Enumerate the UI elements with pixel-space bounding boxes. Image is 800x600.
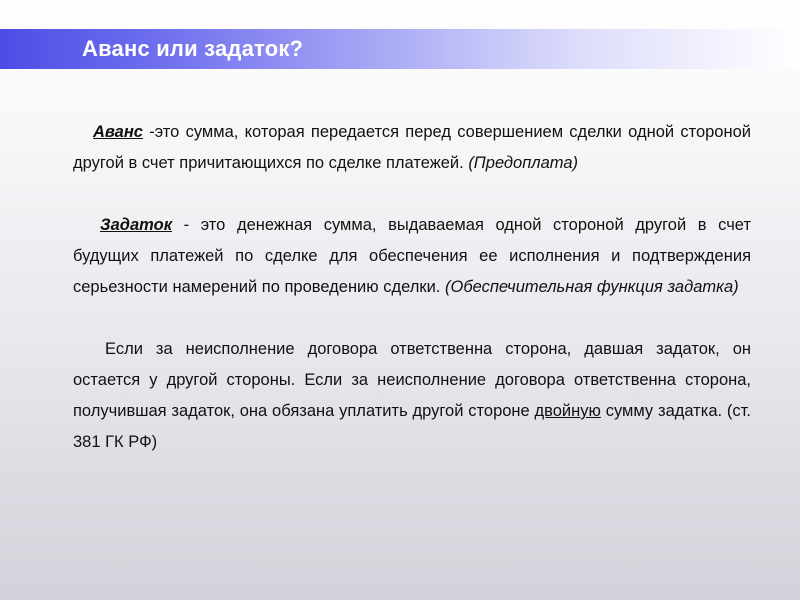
rule-text-after: сумму задатка. (ст. 381 ГК РФ) [73, 402, 751, 451]
definition-zadatok: - это денежная сумма, выдаваемая одной стороной другой в счет будущих платежей по сделке для обеспечения ее исполнения и подтверждения серьезности намерений по проведению сделки. [73, 216, 751, 296]
term-avans: Аванс [93, 123, 143, 141]
note-zadatok: (Обеспечительная функция задатка) [444, 278, 739, 296]
content-area [73, 117, 751, 458]
title-bar [0, 29, 800, 69]
rule-text-before: Если за неисполнение договора ответственна сторона, давшая задаток, он остается у другой стороны. Если за неисполнение договора ответственна сторона, получившая задаток, она обязана уплатить другой стороне [73, 340, 751, 420]
rule-emphasis: двойную [534, 402, 601, 420]
slide-title: Аванс или задаток? [82, 36, 304, 61]
paragraph-rule [73, 334, 751, 458]
note-avans: (Предоплата) [468, 154, 579, 172]
term-zadatok: Задаток [100, 216, 173, 234]
paragraph-avans [73, 117, 751, 179]
definition-avans: -это сумма, которая передается перед совершением сделки одной стороной другой в счет причитающихся по сделке платежей. [73, 123, 751, 172]
paragraph-zadatok [73, 210, 751, 303]
